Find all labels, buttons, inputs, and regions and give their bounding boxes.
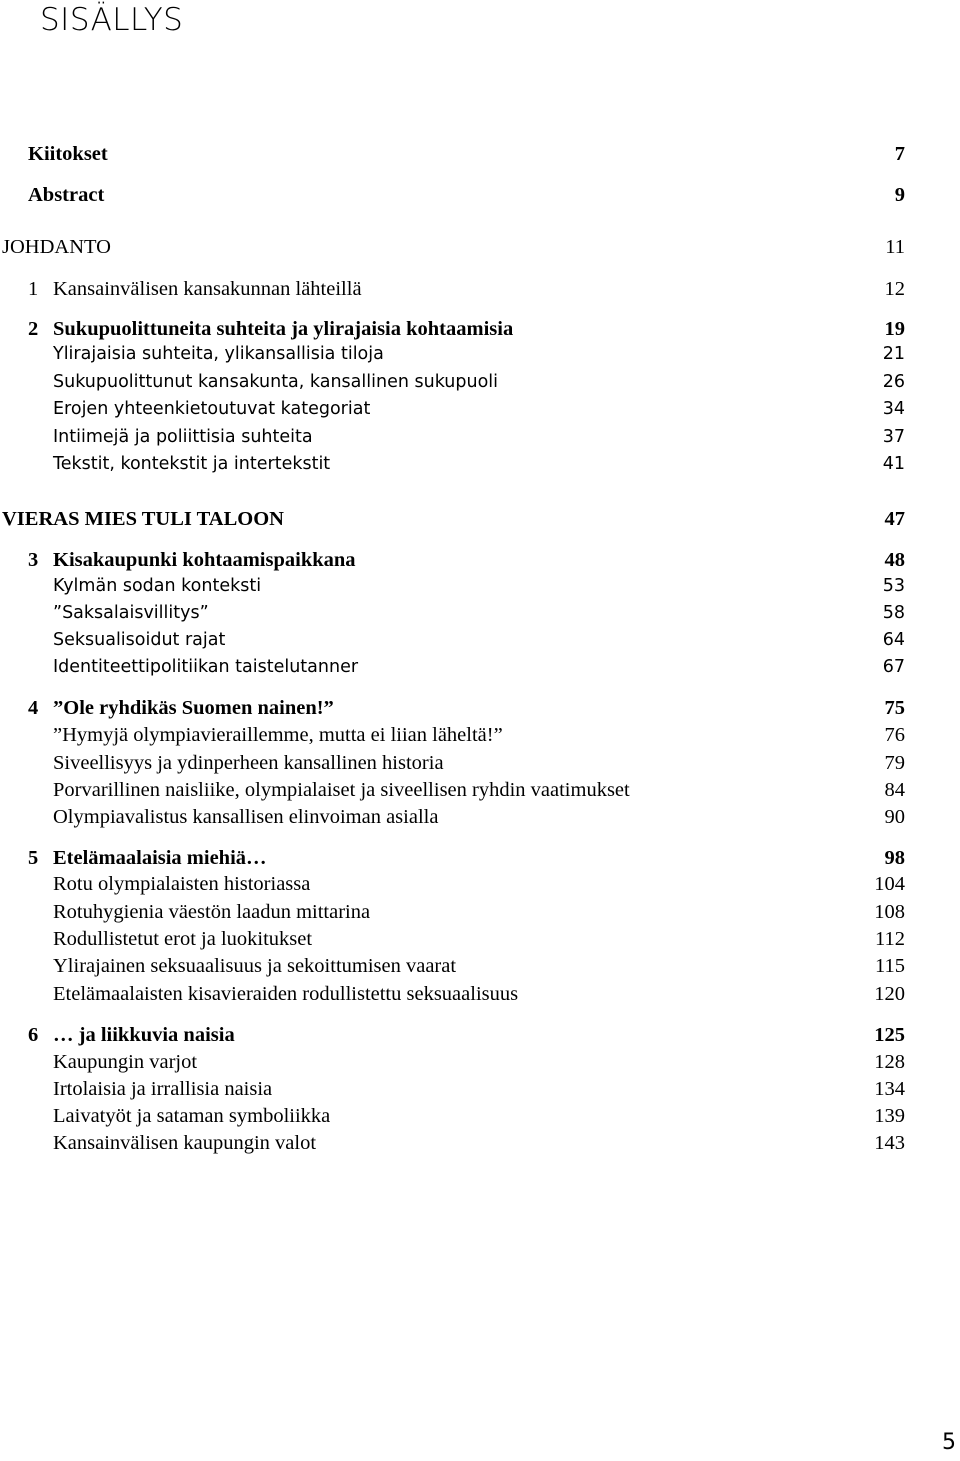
toc-entry-label: VIERAS MIES TULI TALOON [2,508,284,530]
toc-entry-label: ”Ole ryhdikäs Suomen nainen!” [53,697,334,719]
toc-entry-label: Sukupuolittunut kansakunta, kansallinen sukupuoli [53,372,499,392]
toc-entry[interactable] [0,182,960,208]
toc-entry-page: 139 [874,1105,905,1127]
toc-entry-page: 12 [884,278,905,300]
toc-entry-label: … ja liikkuvia naisia [53,1024,235,1046]
toc-entry-page: 75 [884,697,905,719]
toc-entry-page: 41 [882,454,905,474]
toc-section[interactable] [0,1103,960,1129]
toc-entry-label: Rodullistetut erot ja luokitukset [53,928,313,950]
toc-entry-page: 47 [884,508,905,530]
toc-entry-page: 115 [875,955,905,977]
toc-entry-page: 98 [884,847,905,869]
toc-entry-label: Porvarillinen naisliike, olympialaiset ja siveellisen ryhdin vaatimukset [53,779,630,801]
toc-entry-page: 108 [874,901,905,923]
toc-entry-label: ”Hymyjä olympiavieraillemme, mutta ei liian läheltä!” [53,724,503,746]
toc-entry-page: 34 [882,399,905,419]
toc-chapter[interactable] [0,695,960,721]
toc-entry-page: 67 [882,657,905,677]
toc-entry-label: Tekstit, kontekstit ja intertekstit [53,454,331,474]
toc-section[interactable] [0,600,960,626]
toc-entry-label: ”Saksalaisvillitys” [53,603,209,623]
toc-entry-page: 7 [894,143,905,165]
toc-entry-page: 128 [874,1051,905,1073]
toc-entry-page: 84 [884,779,905,801]
chapter-number: 4 [28,697,39,719]
toc-section[interactable] [0,871,960,897]
toc-entry-page: 37 [882,427,905,447]
toc-entry-page: 26 [882,372,905,392]
page-title: SISÄLLYS [40,2,184,38]
chapter-number: 5 [28,847,39,869]
toc-section[interactable] [0,424,960,450]
toc-entry-label: Kiitokset [28,143,108,165]
toc-entry-label: Ylirajaisia suhteita, ylikansallisia tiloja [53,344,384,364]
toc-chapter[interactable] [0,1022,960,1048]
toc-section[interactable] [0,722,960,748]
toc-entry-label: Kansainvälisen kansakunnan lähteillä [53,278,362,300]
toc-entry-page: 104 [874,873,905,895]
toc-part-heading[interactable] [0,234,960,260]
toc-entry-label: Irtolaisia ja irrallisia naisia [53,1078,273,1100]
toc-section[interactable] [0,654,960,680]
toc-entry-label: Kylmän sodan konteksti [53,576,262,596]
toc-entry-label: Ylirajainen seksuaalisuus ja sekoittumisen vaarat [53,955,457,977]
toc-entry-page: 112 [875,928,905,950]
toc-entry-page: 90 [884,806,905,828]
toc-section[interactable] [0,1130,960,1156]
toc-entry-label: Etelämaalaisten kisavieraiden rodullistettu seksuaalisuus [53,983,519,1005]
chapter-number: 3 [28,549,39,571]
toc-entry-label: Sukupuolittuneita suhteita ja ylirajaisia kohtaamisia [53,318,514,340]
toc-section[interactable] [0,627,960,653]
toc-section[interactable] [0,1076,960,1102]
toc-entry-page: 76 [884,724,905,746]
toc-entry-page: 143 [874,1132,905,1154]
toc-entry-label: Laivatyöt ja sataman symboliikka [53,1105,331,1127]
toc-chapter[interactable] [0,276,960,302]
toc-entry-label: Kansainvälisen kaupungin valot [53,1132,317,1154]
toc-entry-label: Rotu olympialaisten historiassa [53,873,311,895]
toc-entry-page: 134 [874,1078,905,1100]
toc-entry-label: Kaupungin varjot [53,1051,198,1073]
toc-section[interactable] [0,451,960,477]
toc-entry-page: 9 [894,184,905,206]
toc-entry-label: Intiimejä ja poliittisia suhteita [53,427,313,447]
toc-entry-page: 19 [884,318,905,340]
chapter-number: 1 [28,278,39,300]
toc-entry-page: 58 [882,603,905,623]
toc-entry-page: 125 [874,1024,905,1046]
toc-section[interactable] [0,396,960,422]
toc-entry-page: 21 [882,344,905,364]
toc-entry-label: Etelämaalaisia miehiä… [53,847,267,869]
toc-section[interactable] [0,573,960,599]
toc-entry-page: 53 [882,576,905,596]
toc-section[interactable] [0,981,960,1007]
toc-entry-page: 120 [874,983,905,1005]
toc-entry-label: Siveellisyys ja ydinperheen kansallinen historia [53,752,444,774]
chapter-number: 6 [28,1024,39,1046]
toc-section[interactable] [0,750,960,776]
toc-section[interactable] [0,777,960,803]
toc-entry-page: 11 [885,236,905,258]
toc-chapter[interactable] [0,316,960,342]
toc-part-heading[interactable] [0,506,960,532]
page-number: 5 [942,1430,956,1455]
toc-entry-page: 79 [884,752,905,774]
toc-section[interactable] [0,1049,960,1075]
toc-entry-label: Seksualisoidut rajat [53,630,226,650]
chapter-number: 2 [28,318,39,340]
toc-entry-page: 48 [884,549,905,571]
toc-section[interactable] [0,369,960,395]
toc-entry-label: Abstract [28,184,105,206]
toc-entry-label: Rotuhygienia väestön laadun mittarina [53,901,371,923]
toc-section[interactable] [0,926,960,952]
toc-entry-label: Identiteettipolitiikan taistelutanner [53,657,359,677]
toc-entry-label: Kisakaupunki kohtaamispaikkana [53,549,356,571]
toc-entry[interactable] [0,141,960,167]
toc-chapter[interactable] [0,547,960,573]
toc-section[interactable] [0,804,960,830]
toc-section[interactable] [0,899,960,925]
toc-section[interactable] [0,341,960,367]
toc-entry-label: Olympiavalistus kansallisen elinvoiman asialla [53,806,439,828]
toc-entry-page: 64 [882,630,905,650]
toc-section[interactable] [0,953,960,979]
toc-entry-label: Erojen yhteenkietoutuvat kategoriat [53,399,371,419]
toc-entry-label: JOHDANTO [2,236,111,258]
toc-chapter[interactable] [0,845,960,871]
